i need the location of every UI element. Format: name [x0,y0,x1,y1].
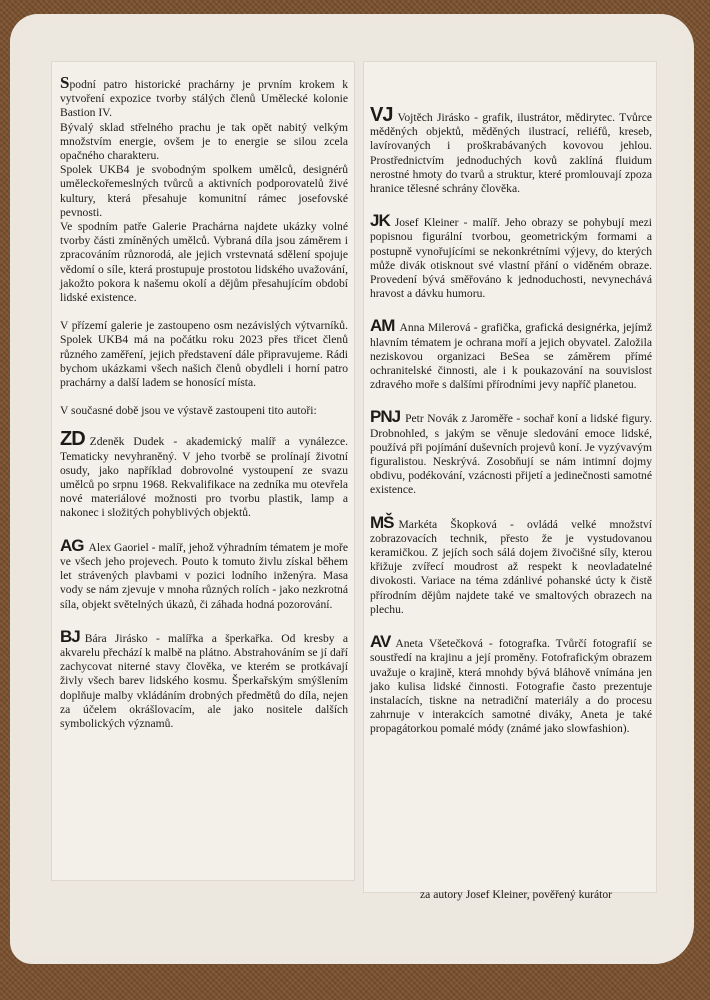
intro-text-1: podní patro historické prachárny je prvním krokem k vytvoření expozice tvorby stálých členů Umělecké kolonie Bastion IV. [60,78,348,120]
artist-text-pnj: Petr Novák z Jaroměře - sochař koní a lidské figury. Drobnohled, s jakým se věnuje sledování emoce lidské, používá při pojímání duševních projevů koní. Je vyzývavým figuralistou. Neskrývá. Zosobňují se nám intimní dojmy obdivu, podékování, vzácnosti přijetí a jedinečnosti samotné existence. [370,412,652,497]
monogram-vj: VJ [370,104,393,126]
artist-text-ms: Markéta Škopková - ovládá velké množství zobrazovacích technik, přesto že je vystudovanou keramičkou. Z jejích soch sálá dojem živočišné síly, kterou křižuje zvířecí moudrost až respekt k neovladatelné divokosti. Variace na téma zdánlivé pohanské úcty k čistě přírodním dějům najdete také ve smaltových obrazech na plechu. [370,517,652,616]
intro-text-3: Spolek UKB4 je svobodným spolkem umělců, designérů uměleckořemeslných tvůrců a aktivních podporovatelů živé kultury, která přesahuje komunitní rámec josefovské pevnosti. [60,163,348,219]
artist-entry-ms [370,512,652,617]
artist-text-zd: Zdeněk Dudek - akademický malíř a vynálezce. Tematicky nevyhraněný. V jeho tvorbě se prolínají životní osudy, jako například dobrovolné vystoupení ze svazu umělců po srpnu 1968. Rekvalifikace na zedníka mu otevřela nové materiálové možnosti pro tvorbu plastik, lamp a nakonec i složitých pohyblivých objektů. [60,435,348,520]
intro-paragraph-6: V současné době jsou ve výstavě zastoupeni tito autoři: [60,404,317,418]
artist-entry-ag [60,535,348,612]
monogram-ag: AG [60,535,84,555]
artist-text-av: Aneta Všetečková - fotografka. Tvůrčí fotografií se soustředí na krajinu a její proměny. Fotofrafickým obrazem uvažuje o krajině, která mnohdy bývá bláhově vnímána jen jako kulisa lidské činnosti. Fotografie často prezentuje instalacích, tiskne na netradiční materiály a do procesu zahrnuje v interakcích samotné diváky, Aneta je také propagátorkou pomalé módy (známé jako slowfashion). [370,637,652,736]
artist-text-jk: Josef Kleiner - malíř. Jeho obrazy se pohybují mezi popisnou figurální tvorbou, geometrickým formami a postupně vynořujícími se nekonkrétními výjevy, do kterých může divák otisknout své vlastní přání o viděném obraze. Provedení bývá směřováno k jednoduchosti, nevynechává hravost a dávku humoru. [370,216,652,301]
monogram-zd: ZD [60,428,85,451]
left-column [60,73,348,749]
artist-entry-am [370,316,652,392]
right-column [370,104,652,755]
artist-text-ag: Alex Gaoriel - malíř, jehož výhradním tématem je moře ve všech jeho projevech. Pouto k tomuto živlu získal během let strávených plavbami v pozici lodního inženýra. Masa vody se nám zjevuje v mnoha různých rolích - jako nezkrotná síla, objekt světelných úkazů, či záhada hodná pozorování. [60,540,348,611]
intro-paragraph-5: V přízemí galerie je zastoupeno osm nezávislých výtvarníků. Spolek UKB4 má na počátku roku 2023 přes třicet členů různého zaměření, jejich představení dále připravujeme. Rádi bychom ukázkami všech našich členů obydleli i horní patro prachárny a další ladem se honosící místa. [60,319,348,390]
artist-text-bj: Bára Jirásko - malířka a šperkařka. Od kresby a akvarelu přechází k malbě na plátno. Abstrahováním se jí daří zachycovat niterné stavy člověka, ve kterém se protkávají živly všech barev lidského kosmu. Šperkařským smýšlením doplňuje malby vkládáním drobných předmětů do díla, nejen za účelem okrášlovacím, ale jako nositele dalších symbolických významů. [60,631,348,730]
intro-paragraph-1 [60,73,348,305]
artist-text-vj: Vojtěch Jirásko - grafik, ilustrátor, mědirytec. Tvůrce měděných objektů, měděných ilustrací, reliéfů, kreseb, lavírovaných i proškrabávaných kovovou jehlou. Prostřednictvím jednoduchých kovů zaklíná fluidum nerostné hmoty do tvarů a struktur, které promlouvají zpoza hranice tělesné schrány člověka. [370,111,652,196]
curator-signature: za autory Josef Kleiner, pověřený kurátor [420,888,613,901]
monogram-am: AM [370,316,395,336]
artist-entry-vj [370,104,652,196]
drop-cap: S [60,73,70,92]
monogram-av: AV [370,632,391,652]
artist-entry-av [370,632,652,736]
monogram-bj: BJ [60,626,80,646]
intro-text-2: Bývalý sklad střelného prachu je tak opět nabitý velkým množstvím energie, ovšem je to energie se silou zcela opačného charakteru. [60,120,348,163]
artist-entry-pnj [370,407,652,497]
artist-entry-jk [370,211,652,301]
intro-text-4: Ve spodním patře Galerie Prachárna najdete ukázky volné tvorby části zmíněných umělců. Vybraná díla jsou záměrem i zpracováním různorodá, ale jejich vrstevnatá sdělení spojuje vědomí o síle, která prostupuje prostotou lidského uvažování, jakožto pokora k našemu okolí a dějům přesahujícím období lidské existence. [60,220,348,305]
monogram-pnj: PNJ [370,407,401,427]
monogram-ms: MŠ [370,512,394,532]
monogram-jk: JK [370,211,390,231]
artist-entry-zd [60,428,348,520]
artist-text-am: Anna Milerová - grafička, grafická designérka, jejímž hlavním tématem je ochrana moří a jejich obyvatel. Založila neziskovou organizaci BeSea se záměrem přímé ochranitelské činnosti, ale i k poukazování na souvislost zdravého moře s dalšími přírodními jevy napříč planetou. [370,321,652,392]
artist-entry-bj [60,626,348,731]
